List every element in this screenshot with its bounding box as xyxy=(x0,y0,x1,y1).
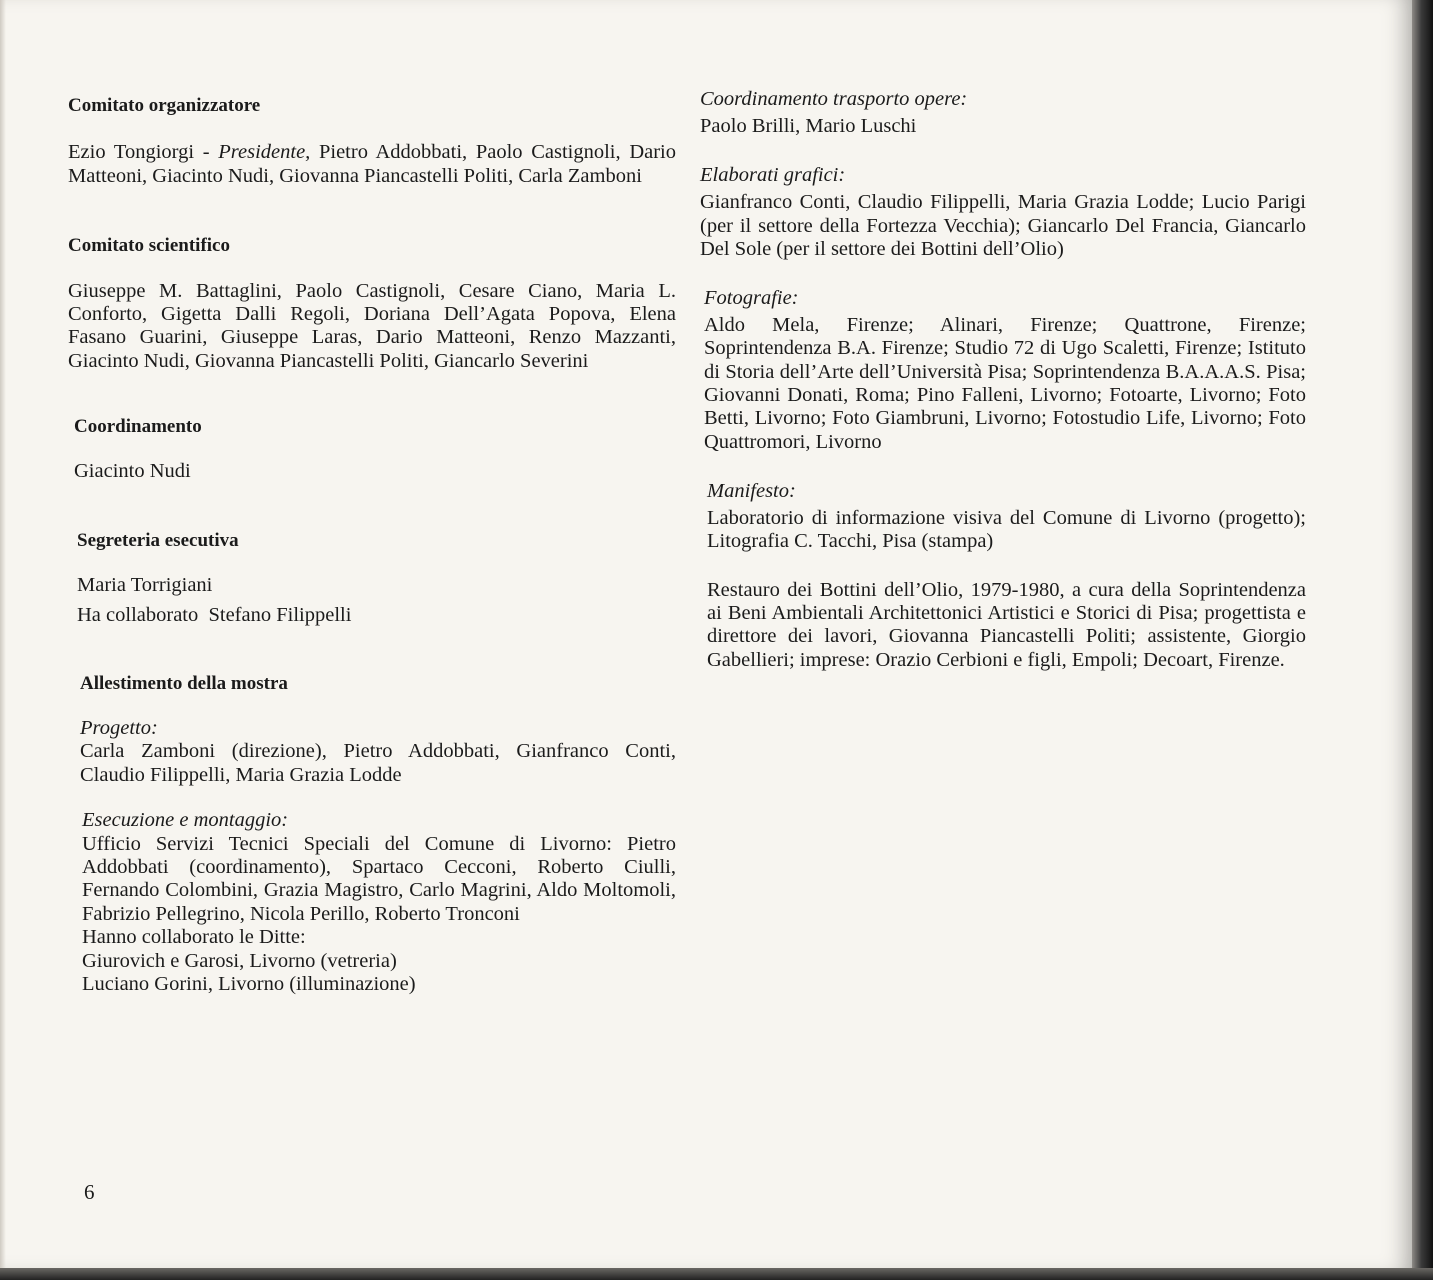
heading-comitato-organizzatore: Comitato organizzatore xyxy=(68,95,261,116)
coordinamento-text: Giacinto Nudi xyxy=(74,459,191,482)
esecuzione-label: Esecuzione e montaggio: xyxy=(82,809,289,832)
chair-role: Presidente, xyxy=(218,141,311,164)
left-column xyxy=(68,94,676,996)
page-gutter-shadow xyxy=(0,0,6,1268)
heading-segreteria-esecutiva: Segreteria esecutiva xyxy=(77,530,239,552)
trasporto-text: Paolo Brilli, Mario Luschi xyxy=(700,115,917,138)
fotografie-text: Aldo Mela, Firenze; Alinari, Firenze; Quattrone, Firenze; Soprintendenza B.A. Firenze; Studio 72 di Ugo Scaletti, Firenze; Istituto di Storia dell’Arte dell’Università Pisa; Soprintendenza B.A.A.A.S. Pisa; Giovanni Donati, Roma; Pino Falleni, Livorno; Fotoarte, Livorno; Foto Betti, Livorno; Foto Giambruni, Livorno; Fotostudio Life, Livorno; Foto Quattromori, Livorno xyxy=(704,313,1306,453)
progetto-label: Progetto: xyxy=(80,716,158,739)
segreteria-line-2: Ha collaborato Stefano Filippelli xyxy=(77,604,352,627)
chair-name: Ezio Tongiorgi - xyxy=(68,141,219,164)
progetto-text: Carla Zamboni (direzione), Pietro Addobbati, Gianfranco Conti, Claudio Filippelli, Maria Grazia Lodde xyxy=(80,740,676,786)
ditta-1: Giurovich e Garosi, Livorno (vetreria) xyxy=(82,949,397,972)
book-edge-right xyxy=(1412,0,1433,1280)
book-edge-bottom xyxy=(0,1268,1433,1280)
esecuzione-text: Ufficio Servizi Tecnici Speciali del Comune di Livorno: Pietro Addobbati (coordinamento), Spartaco Cecconi, Roberto Ciulli, Fernando Colombini, Grazia Magistro, Carlo Magrini, Aldo Moltomoli, Fabrizio Pellegrino, Nicola Perillo, Roberto Tronconi xyxy=(82,832,676,925)
organizing-members: Pietro Addobbati, Paolo Castignoli, Dario Matteoni, Giacinto Nudi, Giovanna Piancastelli Politi, Carla Zamboni xyxy=(68,141,676,187)
ditte-intro: Hanno collaborato le Ditte: xyxy=(82,926,306,949)
trasporto-label: Coordinamento trasporto opere: xyxy=(700,88,968,110)
page-number: 6 xyxy=(84,1180,95,1204)
elaborati-text: Gianfranco Conti, Claudio Filippelli, Maria Grazia Lodde; Lucio Parigi (per il settore della Fortezza Vecchia); Giancarlo Del Francia, Giancarlo Del Sole (per il settore dei Bottini dell’Olio) xyxy=(700,191,1306,261)
comitato-scientifico-members: Giuseppe M. Battaglini, Paolo Castignoli, Cesare Ciano, Maria L. Conforto, Gigetta Dalli Regoli, Doriana Dell’Agata Popova, Elena Fasano Guarini, Giuseppe Laras, Dario Matteoni, Renzo Mazzanti, Giacinto Nudi, Giovanna Piancastelli Politi, Giancarlo Severini xyxy=(68,279,676,372)
fotografie-label: Fotografie: xyxy=(704,287,799,310)
ditta-2: Luciano Gorini, Livorno (illuminazione) xyxy=(82,972,416,995)
segreteria-line-1: Maria Torrigiani xyxy=(77,574,213,597)
elaborati-label: Elaborati grafici: xyxy=(700,163,846,186)
right-column xyxy=(700,88,1306,672)
heading-allestimento: Allestimento della mostra xyxy=(80,673,288,695)
restauro-text: Restauro dei Bottini dell’Olio, 1979-1980, a cura della Soprintendenza ai Beni Ambientali Architettonici Artistici e Storici di Pisa; progettista e direttore dei lavori, Giovanna Piancastelli Politi; assistente, Giorgio Gabellieri; imprese: Orazio Cerbioni e figli, Empoli; Decoart, Firenze. xyxy=(707,578,1306,671)
comitato-organizzatore-members xyxy=(68,141,676,188)
manifesto-text: Laboratorio di informazione visiva del Comune di Livorno (progetto); Litografia C. Tacchi, Pisa (stampa) xyxy=(707,506,1306,553)
heading-comitato-scientifico: Comitato scientifico xyxy=(68,235,230,257)
manifesto-label: Manifesto: xyxy=(707,480,796,503)
heading-coordinamento: Coordinamento xyxy=(74,416,202,438)
